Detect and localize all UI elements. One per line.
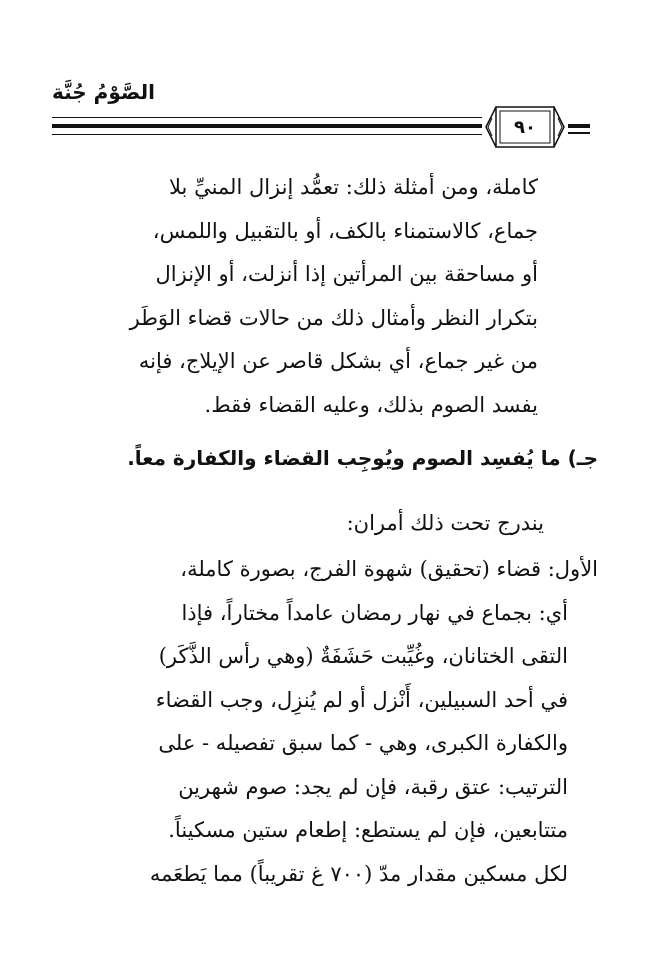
header-rule-bottom	[52, 134, 482, 135]
text-line: لكل مسكين مقدار مدّ (٧٠٠ غ تقريباً) مما يَطعَمه	[149, 861, 568, 886]
header-rule-thick	[52, 124, 482, 128]
text-line: الترتيب: عتق رقبة، فإن لم يجد: صوم شهرين	[178, 774, 568, 799]
text-line: بتكرار النظر وأمثال ذلك من حالات قضاء الوَطَر	[129, 305, 538, 330]
text-line: يفسد الصوم بذلك، وعليه القضاء فقط.	[204, 392, 538, 417]
paragraph-2	[42, 548, 598, 896]
text-line: أو مساحقة بين المرأتين إذا أنزلت، أو الإنزال	[155, 262, 538, 286]
text-line: الأول: قضاء (تحقيق) شهوة الفرج، بصورة كاملة،	[180, 557, 598, 581]
header-rule-thin	[52, 117, 482, 118]
page-number-ornament	[484, 104, 566, 150]
text-line: متتابعين، فإن لم يستطع: إطعام ستين مسكيناً.	[168, 818, 568, 842]
intro-paragraph	[42, 502, 544, 546]
text-line: التقى الختانان، وغُيِّبت حَشَفَةٌ (وهي رأس الذَّكَر)	[158, 644, 568, 668]
text-line: أي: بجماع في نهار رمضان عامداً مختاراً، فإذا	[181, 600, 568, 625]
header-rule-right-thick	[568, 124, 590, 128]
paragraph-1	[42, 166, 538, 427]
running-title: الصَّوْمُ جُنَّة	[52, 80, 155, 104]
text-line: من غير جماع، أي بشكل قاصر عن الإيلاج، فإنه	[138, 349, 538, 373]
text-line: والكفارة الكبرى، وهي - كما سبق تفصيله - على	[158, 731, 568, 755]
text-line: في أحد السبيلين، أَنْزل أو لم يُنزِل، وجب القضاء	[155, 687, 568, 712]
text-line: جماع، كالاستمناء بالكف، أو بالتقبيل واللمس،	[152, 218, 538, 243]
text-line: كاملة، ومن أمثلة ذلك: تعمُّد إنزال المنيِّ بلا	[169, 175, 538, 199]
header-rule-right-thin	[568, 132, 590, 134]
text-line: يندرج تحت ذلك أمران:	[346, 511, 544, 535]
section-heading: جـ) ما يُفسِد الصوم ويُوجِب القضاء والكفارة معاً.	[127, 446, 598, 470]
page-number: ٩٠	[514, 116, 536, 138]
